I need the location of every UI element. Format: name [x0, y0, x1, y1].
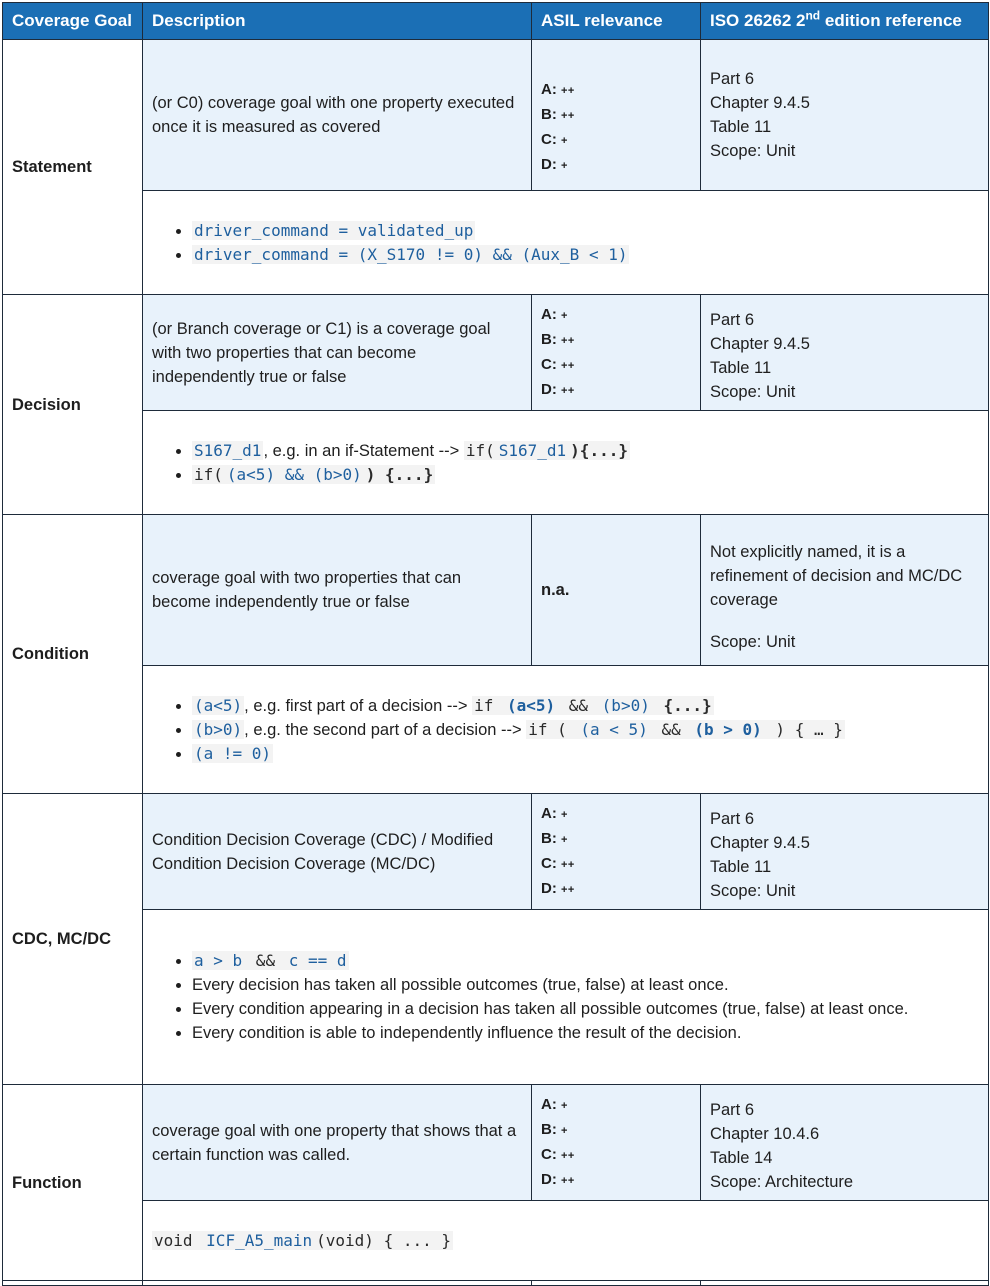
mcdc-row — [3, 794, 989, 910]
decision-examples — [143, 411, 989, 515]
list-item: • S167_d1 , e.g. in an if-Statement --> if( S167_d1 ){...} — [192, 439, 979, 463]
header-coverage-goal: Coverage Goal — [3, 3, 143, 40]
function-description: coverage goal with one property that shows that a certain function was called. — [143, 1085, 532, 1201]
mcdc-iso-reference: Part 6 Chapter 9.4.5 Table 11 Scope: Unit — [701, 794, 989, 910]
goal-decision: Decision — [3, 295, 143, 515]
mcdc-examples — [143, 910, 989, 1085]
statement-row — [3, 40, 989, 191]
condition-row — [3, 515, 989, 666]
list-item: • a > b && c == d — [192, 949, 979, 973]
goal-condition: Condition — [3, 515, 143, 794]
goal-function: Function — [3, 1085, 143, 1281]
function-row — [3, 1085, 989, 1201]
goal-cdc-mcdc: CDC, MC/DC — [3, 794, 143, 1085]
statement-description: (or C0) coverage goal with one property executed once it is measured as covered — [143, 40, 532, 191]
condition-description: coverage goal with two properties that can become independently true or false — [143, 515, 532, 666]
list-item: • driver_command = (X_S170 != 0) && (Aux_B < 1) — [192, 243, 979, 267]
list-item: • (a<5) , e.g. first part of a decision --> if (a<5) && (b>0) {...} — [192, 694, 979, 718]
mcdc-example-row — [3, 910, 989, 1085]
function-asil: A: + B: + C: ++ D: ++ — [532, 1085, 701, 1201]
statement-asil: A: ++ B: ++ C: + D: + — [532, 40, 701, 191]
function-examples: void ICF_A5_main (void) { ... } — [143, 1201, 989, 1281]
table-end — [3, 1281, 989, 1286]
list-item: • driver_command = validated_up — [192, 219, 979, 243]
list-item: • (a != 0) — [192, 742, 979, 766]
decision-description: (or Branch coverage or C1) is a coverage goal with two properties that can become independently true or false — [143, 295, 532, 411]
condition-asil: n.a. — [532, 515, 701, 666]
statement-example-row — [3, 191, 989, 295]
function-example-row — [3, 1201, 989, 1281]
header-row — [3, 3, 989, 40]
decision-iso-reference: Part 6 Chapter 9.4.5 Table 11 Scope: Unit — [701, 295, 989, 411]
condition-examples — [143, 666, 989, 794]
mcdc-asil: A: + B: + C: ++ D: ++ — [532, 794, 701, 910]
list-item: • Every decision has taken all possible outcomes (true, false) at least once. — [192, 973, 979, 997]
list-item: • if( (a<5) && (b>0) ) {...} — [192, 463, 979, 487]
decision-row — [3, 295, 989, 411]
list-item: • (b>0) , e.g. the second part of a decision --> if ( (a < 5) && (b > 0) ) { … } — [192, 718, 979, 742]
goal-statement: Statement — [3, 40, 143, 295]
coverage-table — [2, 2, 989, 1286]
header-description: Description — [143, 3, 532, 40]
condition-example-row — [3, 666, 989, 794]
decision-asil: A: + B: ++ C: ++ D: ++ — [532, 295, 701, 411]
condition-iso-reference: Not explicitly named, it is a refinement of decision and MC/DC coverage Scope: Unit — [701, 515, 989, 666]
decision-example-row — [3, 411, 989, 515]
statement-iso-reference: Part 6 Chapter 9.4.5 Table 11 Scope: Unit — [701, 40, 989, 191]
header-asil-relevance: ASIL relevance — [532, 3, 701, 40]
mcdc-description: Condition Decision Coverage (CDC) / Modified Condition Decision Coverage (MC/DC) — [143, 794, 532, 910]
list-item: • Every condition appearing in a decision has taken all possible outcomes (true, false) at least once. — [192, 997, 979, 1021]
statement-examples — [143, 191, 989, 295]
header-iso-reference: ISO 26262 2nd edition reference — [701, 3, 989, 40]
list-item: • Every condition is able to independently influence the result of the decision. — [192, 1021, 979, 1045]
function-iso-reference: Part 6 Chapter 10.4.6 Table 14 Scope: Architecture — [701, 1085, 989, 1201]
